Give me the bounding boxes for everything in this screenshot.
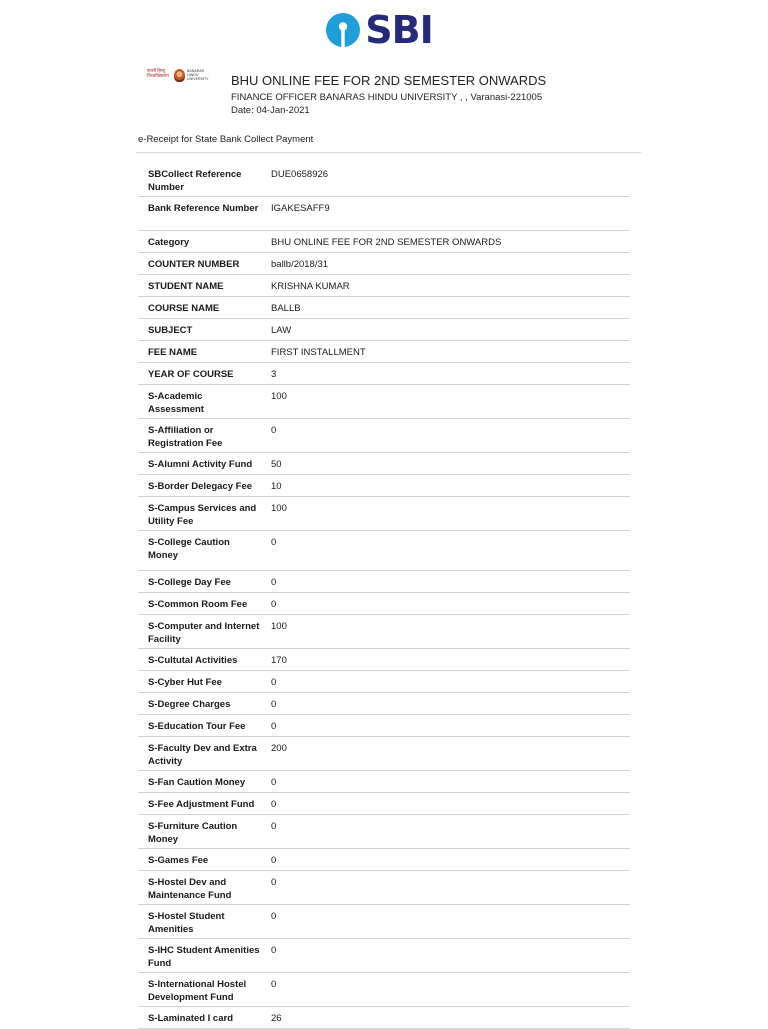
field-value: 0	[271, 777, 277, 788]
field-value: 0	[271, 979, 277, 990]
divider	[136, 152, 641, 153]
receipt-date: Date: 04-Jan-2021	[231, 105, 310, 116]
field-value: 0	[271, 855, 277, 866]
field-label: S-Hostel Student Amenities	[148, 911, 225, 935]
field-value: 50	[271, 459, 282, 470]
bhu-emblem-english: BANARAS HINDU UNIVERSITY	[187, 69, 209, 82]
field-label: S-IHC Student Amenities Fund	[148, 945, 260, 969]
bhu-emblem	[147, 67, 213, 89]
field-value: 0	[271, 577, 277, 588]
field-value: BALLB	[271, 303, 301, 314]
table-row	[138, 815, 630, 849]
field-value: 10	[271, 481, 282, 492]
payee-address: FINANCE OFFICER BANARAS HINDU UNIVERSITY , , Varanasi-221005	[231, 92, 543, 103]
field-value: 0	[271, 799, 277, 810]
table-row	[138, 793, 630, 815]
field-value: 3	[271, 369, 277, 380]
table-row	[138, 531, 630, 571]
field-label: S-Furniture Caution Money	[148, 821, 238, 845]
table-row	[138, 693, 630, 715]
field-label: S-Fan Caution Money	[148, 777, 246, 788]
field-value: 0	[271, 677, 277, 688]
field-value: 0	[271, 911, 277, 922]
table-row	[138, 671, 630, 693]
table-row	[138, 715, 630, 737]
receipt-label: e-Receipt for State Bank Collect Payment	[138, 134, 314, 145]
field-value: 100	[271, 391, 287, 402]
field-label: S-Games Fee	[148, 855, 209, 866]
field-value: 26	[271, 1013, 282, 1024]
table-row	[138, 973, 630, 1007]
table-row	[138, 905, 630, 939]
table-row	[138, 163, 630, 197]
field-label: S-Hostel Dev and Maintenance Fund	[148, 877, 232, 901]
field-label: S-International Hostel Development Fund	[148, 979, 247, 1003]
field-value: IGAKESAFF9	[271, 203, 330, 214]
field-label: S-Degree Charges	[148, 699, 231, 710]
field-value: 0	[271, 721, 277, 732]
table-row	[138, 615, 630, 649]
table-row	[138, 275, 630, 297]
field-label: S-College Day Fee	[148, 577, 231, 588]
table-row	[138, 363, 630, 385]
field-value: 0	[271, 599, 277, 610]
field-value: 170	[271, 655, 287, 666]
table-row	[138, 475, 630, 497]
table-row	[138, 939, 630, 973]
field-value: 200	[271, 743, 287, 754]
field-label: S-Campus Services and Utility Fee	[148, 503, 257, 527]
field-value: 0	[271, 821, 277, 832]
table-row	[138, 649, 630, 671]
field-label: S-College Caution Money	[148, 537, 230, 561]
field-value: 0	[271, 699, 277, 710]
table-row	[138, 771, 630, 793]
field-value: LAW	[271, 325, 292, 336]
field-value: KRISHNA KUMAR	[271, 281, 350, 292]
field-label: Bank Reference Number	[148, 203, 259, 214]
field-label: SBCollect Reference Number	[148, 169, 242, 193]
page-title: BHU ONLINE FEE FOR 2ND SEMESTER ONWARDS	[231, 73, 547, 88]
table-row	[138, 593, 630, 615]
field-label: S-Computer and Internet Facility	[148, 621, 260, 645]
field-label: SUBJECT	[148, 325, 193, 336]
table-row	[138, 453, 630, 475]
field-label: COURSE NAME	[148, 303, 220, 314]
sbi-keyhole-icon	[325, 12, 361, 48]
table-row	[138, 341, 630, 363]
field-label: S-Cultutal Activities	[148, 655, 238, 666]
receipt-table	[138, 163, 630, 1029]
field-label: S-Fee Adjustment Fund	[148, 799, 255, 810]
field-label: S-Academic Assessment	[148, 391, 204, 415]
field-label: S-Affiliation or Registration Fee	[148, 425, 223, 449]
table-row	[138, 197, 630, 231]
field-value: BHU ONLINE FEE FOR 2ND SEMESTER ONWARDS	[271, 237, 502, 248]
table-row	[138, 231, 630, 253]
table-row	[138, 1007, 630, 1029]
field-label: S-Alumni Activity Fund	[148, 459, 253, 470]
field-label: S-Border Delegacy Fee	[148, 481, 253, 492]
field-value: 100	[271, 503, 287, 514]
bhu-emblem-text: काशी हिन्दू विश्वविद्यालय	[147, 68, 169, 78]
table-row	[138, 497, 630, 531]
table-row	[138, 253, 630, 275]
field-label: S-Education Tour Fee	[148, 721, 246, 732]
field-value: 0	[271, 945, 277, 956]
table-row	[138, 871, 630, 905]
bhu-seal-icon	[174, 69, 185, 82]
sbi-wordmark: SBI	[365, 8, 433, 52]
field-label: Category	[148, 237, 190, 248]
field-value: 0	[271, 537, 277, 548]
table-row	[138, 737, 630, 771]
table-row	[138, 571, 630, 593]
table-row	[138, 297, 630, 319]
field-value: 0	[271, 877, 277, 888]
table-row	[138, 385, 630, 419]
field-value: FIRST INSTALLMENT	[271, 347, 366, 358]
field-value: DUE0658926	[271, 169, 329, 180]
field-label: YEAR OF COURSE	[148, 369, 234, 380]
field-label: COUNTER NUMBER	[148, 259, 240, 270]
field-label: S-Cyber Hut Fee	[148, 677, 222, 688]
field-value: 100	[271, 621, 287, 632]
table-row	[138, 419, 630, 453]
field-value: ballb/2018/31	[271, 259, 329, 270]
field-label: FEE NAME	[148, 347, 198, 358]
field-label: STUDENT NAME	[148, 281, 224, 292]
field-label: S-Common Room Fee	[148, 599, 248, 610]
receipt-header	[147, 67, 647, 117]
table-row	[138, 319, 630, 341]
field-label: S-Faculty Dev and Extra Activity	[148, 743, 257, 767]
field-value: 0	[271, 425, 277, 436]
sbi-logo	[0, 8, 768, 52]
field-label: S-Laminated I card	[148, 1013, 233, 1024]
table-row	[138, 849, 630, 871]
